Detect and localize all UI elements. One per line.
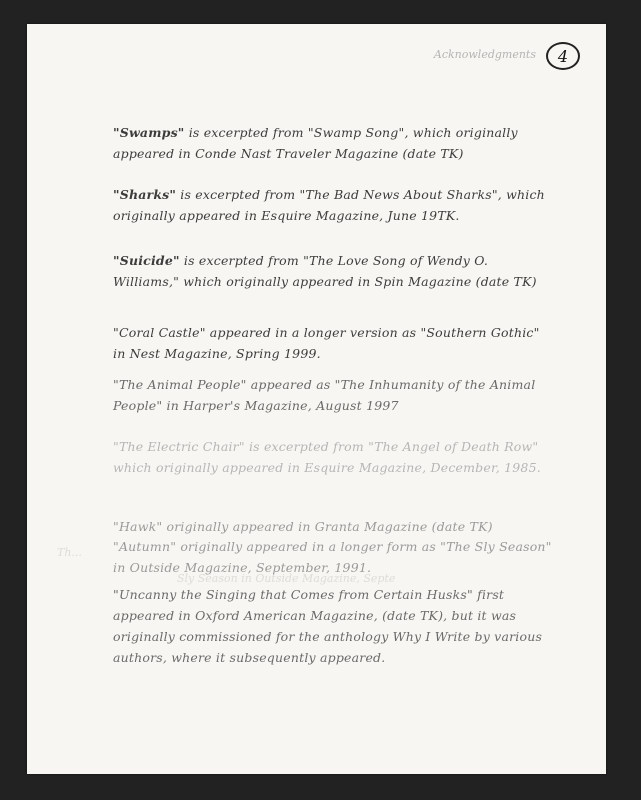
entry-title: "Suicide" — [113, 253, 180, 268]
entry-swamps — [113, 122, 553, 164]
entry-animal-people — [113, 374, 553, 416]
entry-coral-castle — [113, 322, 553, 364]
page-heading: Acknowledgments — [433, 48, 536, 61]
bleed-through-text: Th... — [57, 546, 82, 559]
entry-text: is excerpted from "Swamp Song", which originally appeared in Conde Nast Traveler Magazine (date TK) — [113, 125, 518, 161]
entry-electric-chair — [113, 436, 553, 478]
entry-text: "Hawk" originally appeared in Granta Magazine (date TK) — [113, 519, 493, 534]
bleed-through-text: Sly Season in Outside Magazine, Septe — [177, 572, 396, 585]
entry-text: "Coral Castle" appeared in a longer version as "Southern Gothic" in Nest Magazine, Spring 1999. — [113, 325, 540, 361]
entry-text: is excerpted from "The Bad News About Sharks", which originally appeared in Esquire Magazine, June 19TK. — [113, 187, 545, 223]
entry-text: "The Electric Chair" is excerpted from "The Angel of Death Row" which originally appeared in Esquire Magazine, December, 1985. — [113, 439, 541, 475]
entry-hawk — [113, 516, 553, 537]
entry-suicide — [113, 250, 553, 292]
entry-text: is excerpted from "The Love Song of Wendy O. Williams," which originally appeared in Spin Magazine (date TK) — [113, 253, 537, 289]
entry-autumn — [113, 536, 553, 578]
entry-text: "Autumn" originally appeared in a longer form as "The Sly Season" in Outside Magazine, September, 1991. — [113, 539, 552, 575]
entry-text: "Uncanny the Singing that Comes from Certain Husks" first appeared in Oxford American Magazine, (date TK), but it was originally commissioned for the anthology Why I Write by various authors, where it subsequently appeared. — [113, 587, 543, 665]
entry-sharks — [113, 184, 553, 226]
entry-uncanny — [113, 584, 553, 668]
entry-title: "Swamps" — [113, 125, 185, 140]
entry-text: "The Animal People" appeared as "The Inhumanity of the Animal People" in Harper's Magazine, August 1997 — [113, 377, 536, 413]
manuscript-page — [27, 24, 606, 774]
entry-title: "Sharks" — [113, 187, 177, 202]
page-number: 4 — [546, 42, 580, 70]
